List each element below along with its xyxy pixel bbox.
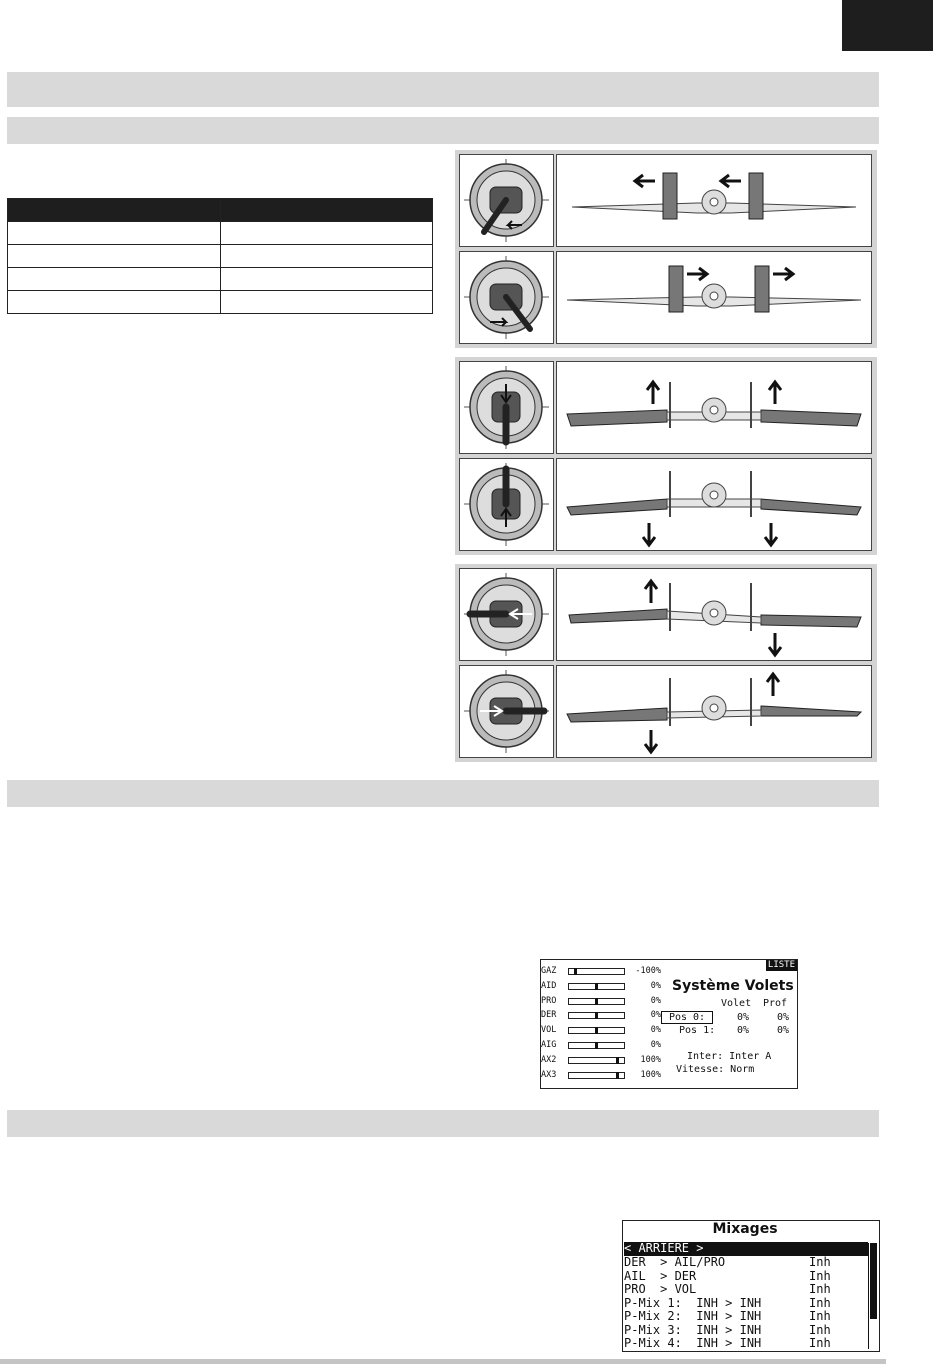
mix-row[interactable]: P-Mix 3: INH > INH [624,1322,762,1337]
table-row [8,222,433,245]
airplane-icon [557,459,871,550]
channel-marker [595,983,598,990]
speed-setting[interactable]: Vitesse: Norm [676,1064,755,1075]
mix-row[interactable]: P-Mix 4: INH > INH [624,1336,762,1350]
flap-system-screen [540,959,798,1089]
stick-right-icon [460,666,553,757]
mix-state[interactable]: Inh [809,1295,831,1310]
mix-state[interactable]: Inh [809,1336,831,1350]
channel-label: PRO [541,995,557,1006]
bottom-rule [0,1359,886,1364]
stick-panel-rudder-right [459,251,554,344]
mix-row[interactable]: P-Mix 2: INH > INH [624,1309,762,1323]
airplane-icon [557,362,871,453]
table-row [8,268,433,291]
pos0-label[interactable]: Pos 0: [661,1011,713,1024]
language-tab [842,0,933,51]
control-table [7,198,433,314]
channel-bar [568,1057,625,1064]
mix-state[interactable]: Inh [809,1255,831,1269]
channel-marker [595,1027,598,1034]
stick-up-icon [460,459,553,550]
stick-panel-elevator-up [459,361,554,454]
channel-label: DER [541,1010,557,1021]
stick-down-icon [460,362,553,453]
channel-value: 0% [650,1025,661,1036]
channel-marker [595,998,598,1005]
mix-row[interactable]: DER > AIL/PRO [624,1255,726,1269]
stick-left-icon [460,155,553,246]
plane-panel-elevator-down [556,458,872,551]
section-band-control-test [7,117,879,144]
channel-label: AX2 [541,1054,557,1065]
mix-state[interactable]: Inh [809,1322,831,1337]
aileron-illustration-group [455,564,877,762]
channel-label: AX3 [541,1069,557,1080]
channel-label: AIG [541,1040,557,1050]
section-band-flaps [7,780,879,807]
channel-value: 0% [650,995,661,1006]
channel-marker [595,1012,598,1019]
elevator-illustration-group [455,357,877,555]
plane-panel-rudder-left [556,154,872,247]
stick-panel-aileron-left [459,568,554,661]
channel-value: 100% [640,1054,661,1065]
section-band-mixing [7,1110,879,1137]
mix-state[interactable]: Inh [809,1309,831,1323]
channel-bar [568,1072,625,1079]
channel-bar [568,968,625,975]
col-prof: Prof [763,998,788,1009]
airplane-icon [557,666,871,757]
plane-panel-aileron-left [556,568,872,661]
mix-row[interactable]: AIL > DER [624,1268,697,1283]
scrollbar-track[interactable] [868,1243,877,1349]
stick-right-icon [460,252,553,343]
rudder-illustration-group [455,150,877,348]
channel-marker [574,968,577,975]
channel-label: AID [541,980,557,991]
pos1-volet[interactable]: 0% [737,1025,750,1036]
channel-bar [568,983,625,990]
channel-bar [568,998,625,1005]
mixing-screen [622,1220,880,1352]
pos0-volet[interactable]: 0% [737,1012,750,1023]
table-row [8,291,433,314]
airplane-icon [557,252,871,343]
list-tag[interactable]: LISTE [767,960,795,970]
airplane-icon [557,569,871,660]
channel-marker [616,1072,619,1079]
scrollbar-thumb[interactable] [870,1243,877,1319]
channel-value: -100% [635,966,661,976]
title-band [7,72,879,107]
channel-value: 100% [640,1069,661,1080]
channel-marker [595,1042,598,1049]
pos1-prof[interactable]: 0% [777,1025,790,1036]
col-volet: Volet [721,998,752,1009]
mix-state[interactable]: Inh [809,1268,831,1283]
back-button[interactable]: < ARRIÈRE > [624,1242,868,1256]
channel-value: 0% [650,1010,661,1021]
channel-value: 0% [650,1040,661,1050]
table-header-row [8,199,433,222]
channel-label: GAZ [541,966,557,976]
mix-row[interactable]: P-Mix 1: INH > INH [624,1295,762,1310]
mix-screen-title: Mixages [712,1221,778,1237]
pos1-label[interactable]: Pos 1: [679,1025,716,1036]
channel-bar [568,1027,625,1034]
stick-panel-elevator-down [459,458,554,551]
mix-state[interactable]: Inh [809,1282,831,1296]
channel-bar [568,1012,625,1019]
plane-panel-elevator-up [556,361,872,454]
switch-setting[interactable]: Inter: Inter A [687,1051,772,1062]
airplane-icon [557,155,871,246]
channel-value: 0% [650,980,661,991]
stick-left-icon [460,569,553,660]
pos0-prof[interactable]: 0% [777,1012,790,1023]
stick-panel-rudder-left [459,154,554,247]
plane-panel-rudder-right [556,251,872,344]
table-row [8,245,433,268]
screen-title: Système Volets [672,978,794,994]
stick-panel-aileron-right [459,665,554,758]
channel-marker [616,1057,619,1064]
mix-row[interactable]: PRO > VOL [624,1282,697,1296]
channel-label: VOL [541,1025,557,1036]
plane-panel-aileron-right [556,665,872,758]
channel-bar [568,1042,625,1049]
